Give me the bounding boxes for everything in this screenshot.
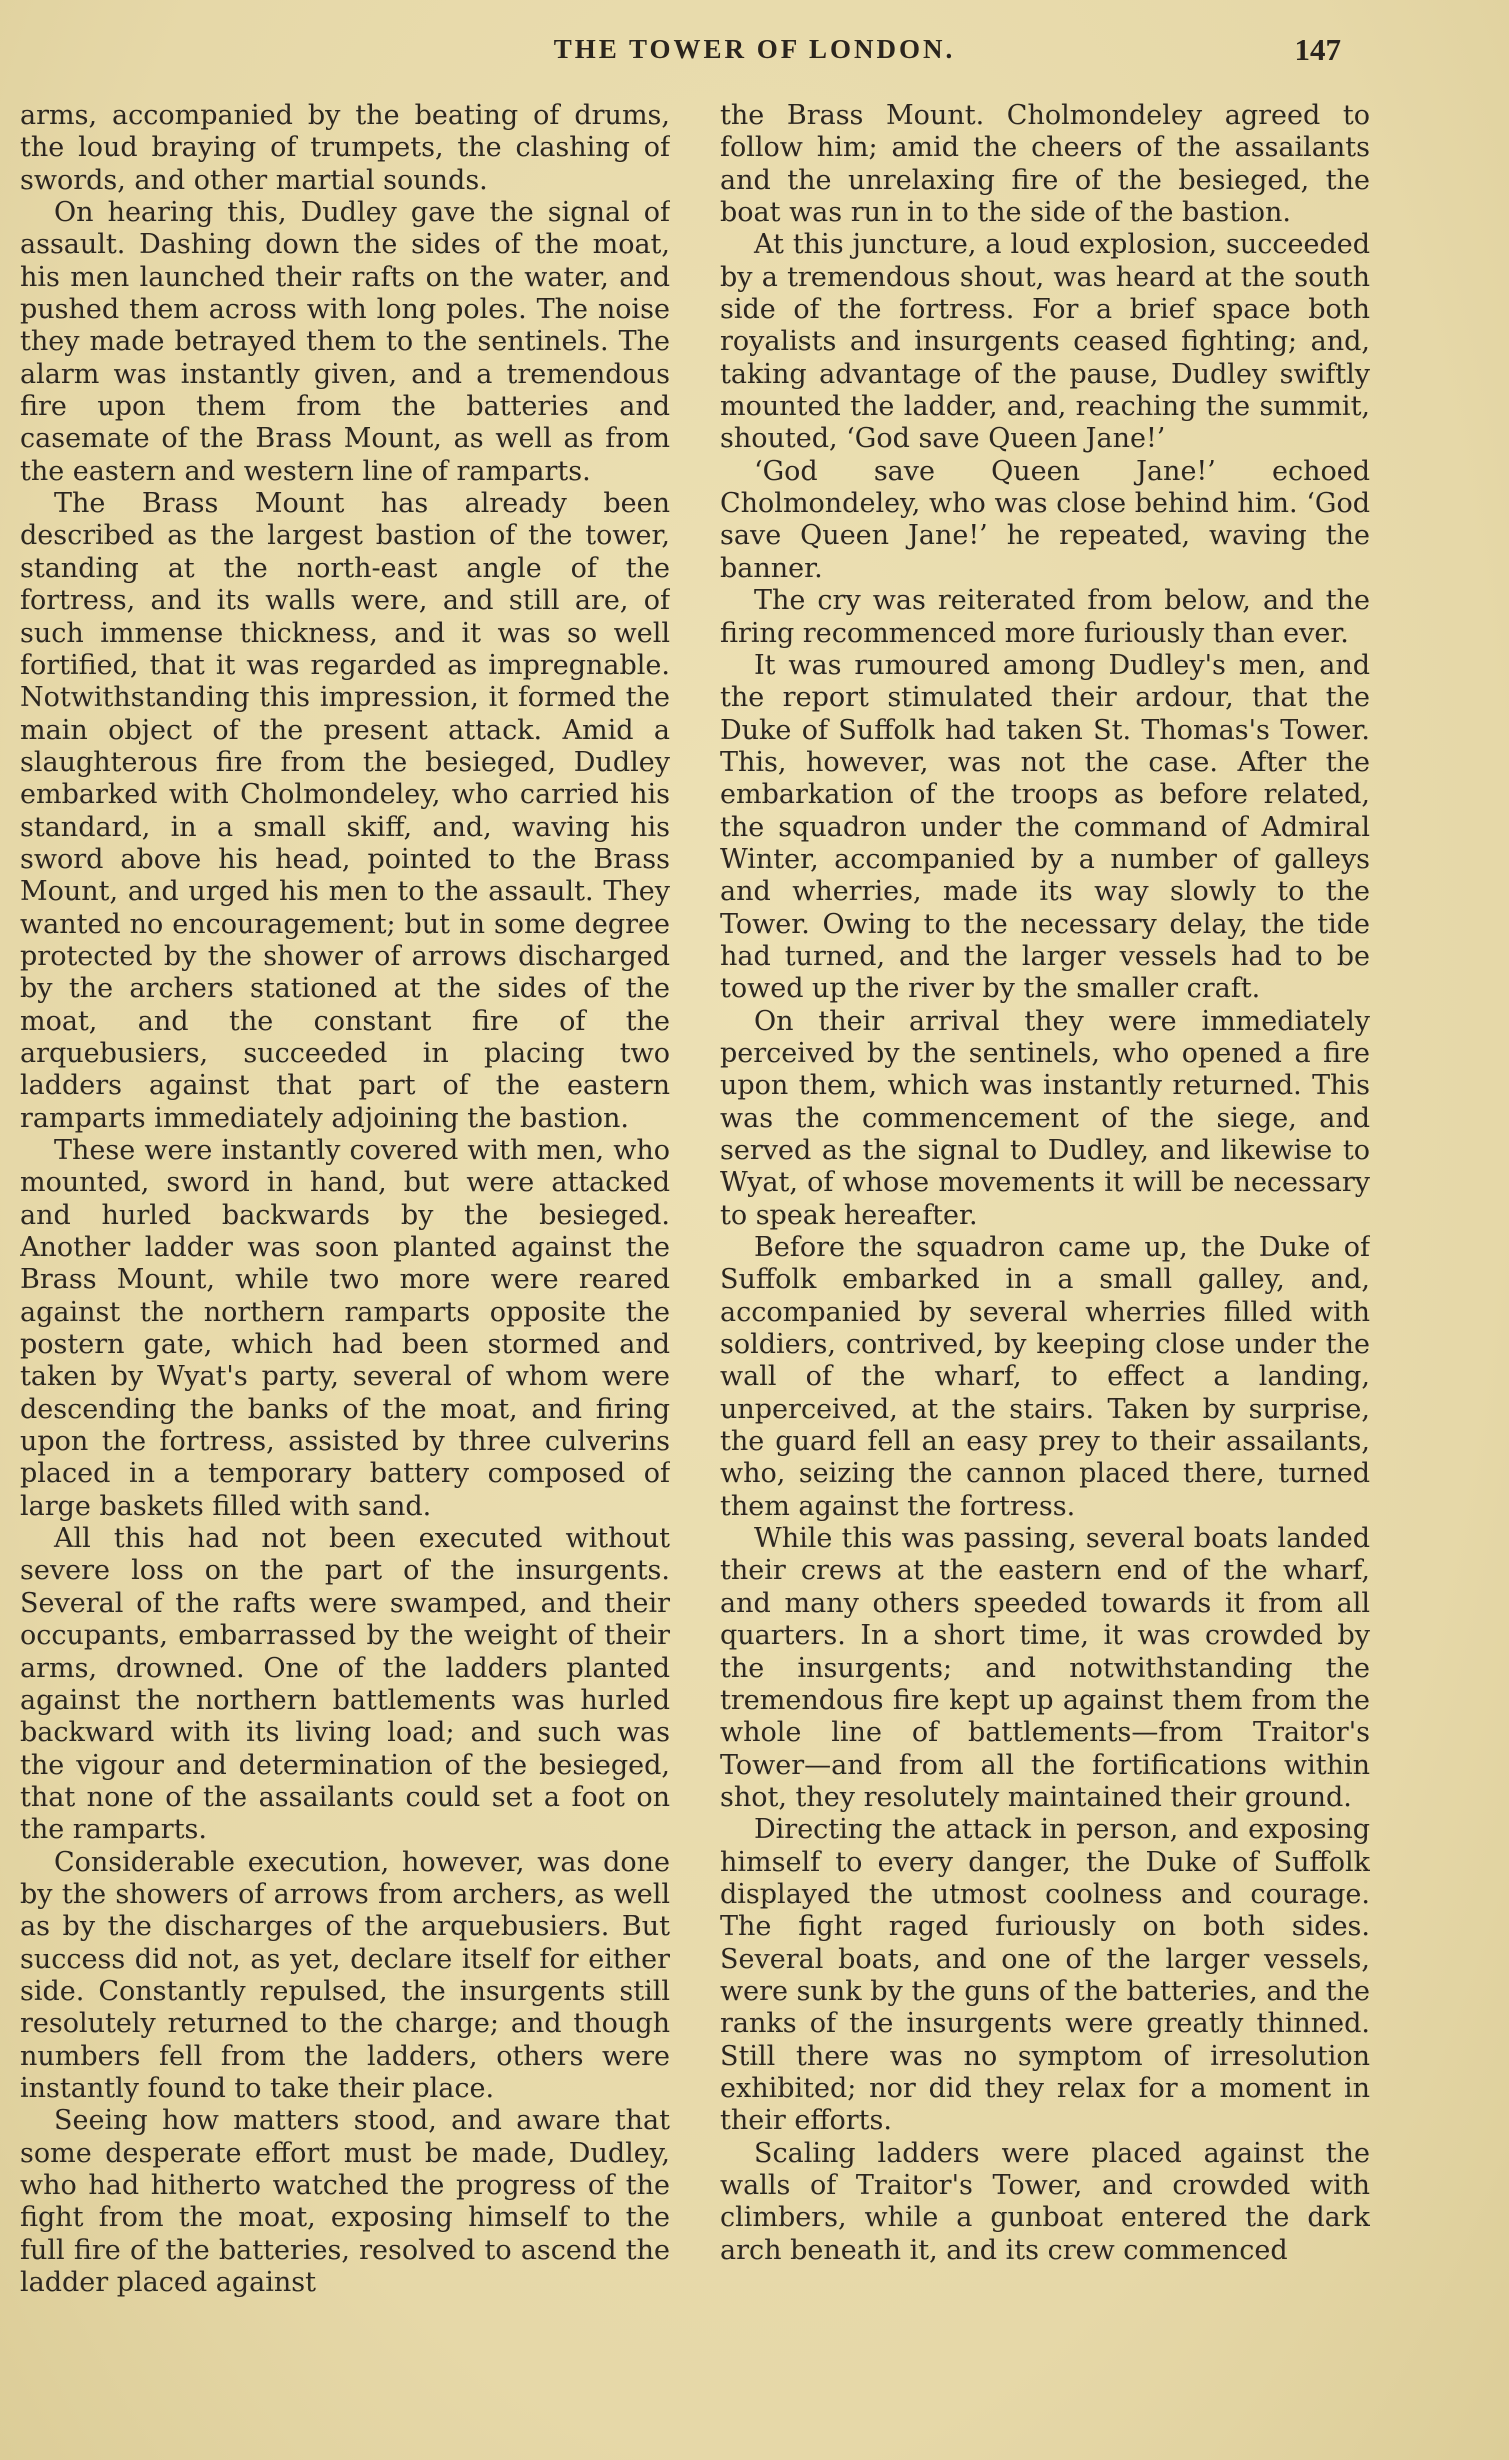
paragraph: Considerable execution, however, was done by the showers of arrows from archers, as well as by the discharges of the arquebusiers. But success did not, as yet, declare itself for either side. Constantly repulsed, the insurgents still resolutely returned to the charge; and though numbers fell from the ladders, others were instantly found to take their place.: [20, 1846, 670, 2104]
paragraph: The Brass Mount has already been described as the largest bastion of the tower, standing at the north-east angle of the fortress, and its walls were, and still are, of such immense thickness, and it was so well fortified, that it was regarded as impregnable. Notwithstanding this impression, it formed the main object of the present attack. Amid a slaughterous fire from the besieged, Dudley embarked with Cholmondeley, who carried his standard, in a small skiff, and, waving his sword above his head, pointed to the Brass Mount, and urged his men to the assault. They wanted no encouragement; but in some degree protected by the shower of arrows discharged by the archers stationed at the sides of the moat, and the constant fire of the arquebusiers, succeeded in placing two ladders against that part of the eastern ramparts immediately adjoining the bastion.: [20, 488, 670, 1134]
right-column: [720, 100, 1370, 2430]
paragraph: On hearing this, Dudley gave the signal of assault. Dashing down the sides of the moat, his men launched their rafts on the water, and pushed them across with long poles. The noise they made betrayed them to the sentinels. The alarm was instantly given, and a tremendous fire upon them from the batteries and casemate of the Brass Mount, as well as from the eastern and western line of ramparts.: [20, 197, 670, 487]
paragraph: ‘God save Queen Jane!’ echoed Cholmondeley, who was close behind him. ‘God save Queen Jane!’ he repeated, waving the banner.: [720, 455, 1370, 584]
page-number: 147: [1294, 32, 1341, 67]
paragraph: the Brass Mount. Cholmondeley agreed to follow him; amid the cheers of the assailants and the unrelaxing fire of the besieged, the boat was run in to the side of the bastion.: [720, 100, 1370, 229]
paragraph: It was rumoured among Dudley's men, and the report stimulated their ardour, that the Duke of Suffolk had taken St. Thomas's Tower. This, however, was not the case. After the embarkation of the troops as before related, the squadron under the command of Admiral Winter, accompanied by a number of galleys and wherries, made its way slowly to the Tower. Owing to the necessary delay, the tide had turned, and the larger vessels had to be towed up the river by the smaller craft.: [720, 649, 1370, 1005]
paragraph: Seeing how matters stood, and aware that some desperate effort must be made, Dudley, who had hitherto watched the progress of the fight from the moat, exposing himself to the full fire of the batteries, resolved to ascend the ladder placed against: [20, 2105, 670, 2299]
paragraph: Before the squadron came up, the Duke of Suffolk embarked in a small galley, and, accompanied by several wherries filled with soldiers, contrived, by keeping close under the wall of the wharf, to effect a landing, unperceived, at the stairs. Taken by surprise, the guard fell an easy prey to their assailants, who, seizing the cannon placed there, turned them against the fortress.: [720, 1232, 1370, 1522]
paragraph: Scaling ladders were placed against the walls of Traitor's Tower, and crowded with climbers, while a gunboat entered the dark arch beneath it, and its crew commenced: [720, 2137, 1370, 2266]
paragraph: At this juncture, a loud explosion, succeeded by a tremendous shout, was heard at the south side of the fortress. For a brief space both royalists and insurgents ceased fighting; and, taking advantage of the pause, Dudley swiftly mounted the ladder, and, reaching the summit, shouted, ‘God save Queen Jane!’: [720, 229, 1370, 455]
paragraph: arms, accompanied by the beating of drums, the loud braying of trumpets, the clashing of swords, and other martial sounds.: [20, 100, 670, 196]
left-column: [20, 100, 670, 2430]
paragraph: These were instantly covered with men, who mounted, sword in hand, but were attacked and hurled backwards by the besieged. Another ladder was soon planted against the Brass Mount, while two more were reared against the northern ramparts opposite the postern gate, which had been stormed and taken by Wyat's party, several of whom were descending the banks of the moat, and firing upon the fortress, assisted by three culverins placed in a temporary battery composed of large baskets filled with sand.: [20, 1135, 670, 1522]
paragraph: On their arrival they were immediately perceived by the sentinels, who opened a fire upon them, which was instantly returned. This was the commencement of the siege, and served as the signal to Dudley, and likewise to Wyat, of whose movements it will be necessary to speak hereafter.: [720, 1005, 1370, 1231]
running-title: THE TOWER OF LONDON.: [553, 34, 956, 64]
paragraph: All this had not been executed without severe loss on the part of the insurgents. Several of the rafts were swamped, and their occupants, embarrassed by the weight of their arms, drowned. One of the ladders planted against the northern battlements was hurled backward with its living load; and such was the vigour and determination of the besieged, that none of the assailants could set a foot on the ramparts.: [20, 1523, 670, 1846]
paragraph: Directing the attack in person, and exposing himself to every danger, the Duke of Suffolk displayed the utmost coolness and courage. The fight raged furiously on both sides. Several boats, and one of the larger vessels, were sunk by the guns of the batteries, and the ranks of the insurgents were greatly thinned. Still there was no symptom of irresolution exhibited; nor did they relax for a moment in their efforts.: [720, 1814, 1370, 2137]
running-header: [0, 34, 1509, 74]
paragraph: While this was passing, several boats landed their crews at the eastern end of the wharf, and many others speeded towards it from all quarters. In a short time, it was crowded by the insurgents; and notwithstanding the tremendous fire kept up against them from the whole line of battlements—from Traitor's Tower—and from all the fortifications within shot, they resolutely maintained their ground.: [720, 1523, 1370, 1813]
paragraph: The cry was reiterated from below, and the firing recommenced more furiously than ever.: [720, 585, 1370, 649]
